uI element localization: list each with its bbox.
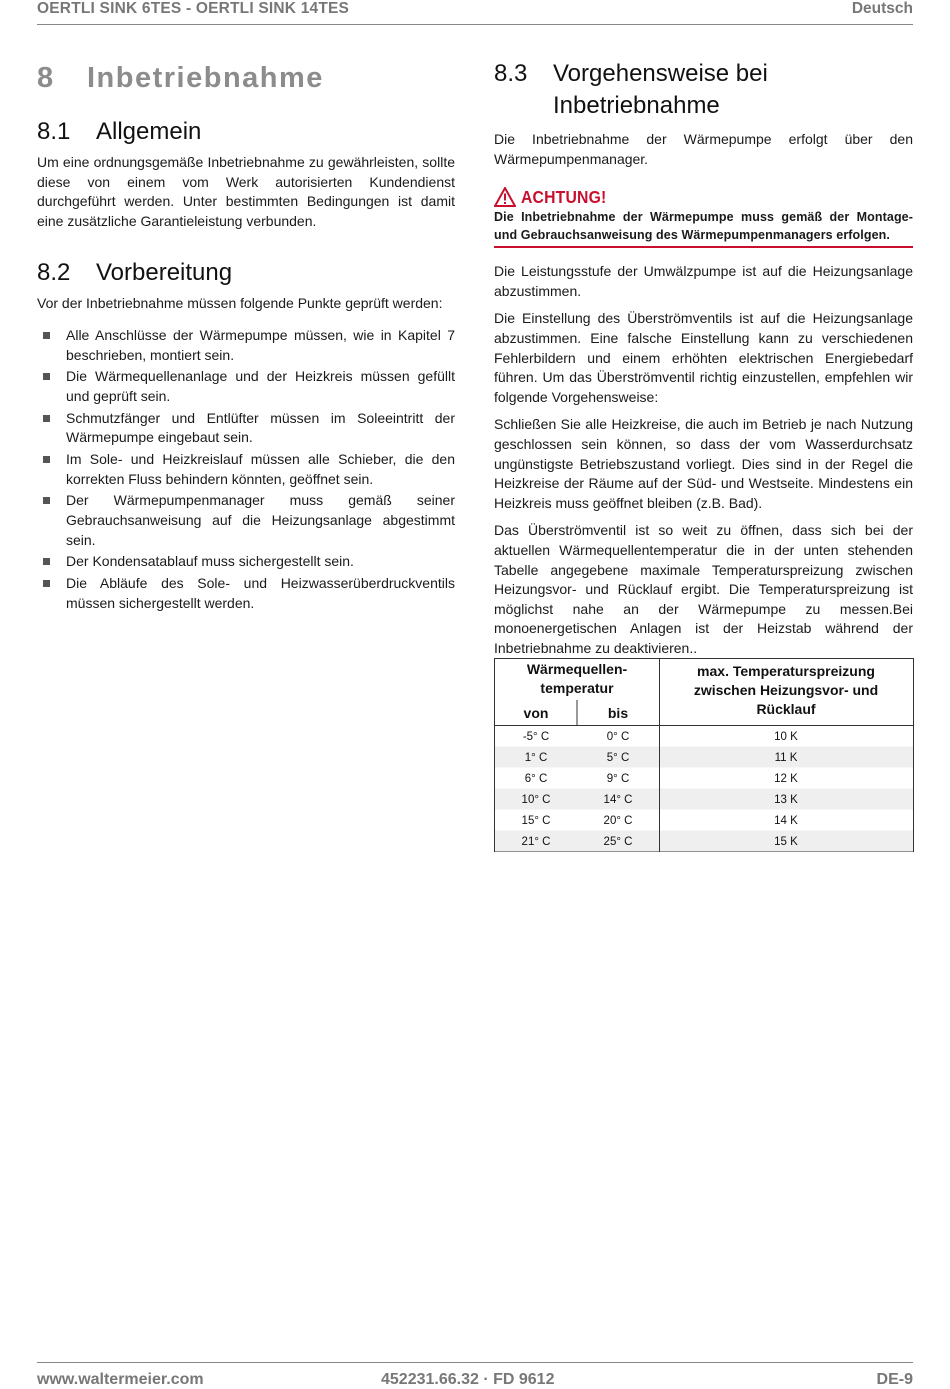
list-item: Alle Anschlüsse der Wärmepumpe müssen, wie in Kapitel 7 beschrieben, montiert sein. xyxy=(37,326,455,365)
header-spread-line3: Rücklauf xyxy=(756,701,816,717)
footer-page-number: DE-9 xyxy=(876,1371,913,1388)
cell-to: 14° C xyxy=(603,794,633,806)
language-label: Deutsch xyxy=(851,0,913,17)
left-column xyxy=(37,58,455,616)
cell-spread: 14 K xyxy=(774,815,798,827)
header-spread-line1: max. Temperaturspreizung xyxy=(697,663,875,679)
table-row-background xyxy=(495,747,913,768)
header-from: von xyxy=(523,705,549,721)
footer-document-number: 452231.66.32 · FD 9612 xyxy=(381,1371,555,1388)
paragraph-temperaturspreizung: Das Überströmventil ist so weit zu öffnen, dass sich bei der aktuellen Wärmequellentemperatur die in der unten stehenden Tabelle angegebene maximale Temperaturspreizung zwischen Heizungsvor- und Rücklauf ergibt. Die Temperaturspreizung ist möglichst nahe an der Wärmepumpe zu messen.Bei monoenergetischen Anlagen ist der Heizstab während der Inbetriebnahme zu deaktivieren.. xyxy=(494,522,913,656)
page-header xyxy=(37,0,913,25)
footer-website: www.waltermeier.com xyxy=(37,1371,204,1388)
cell-spread: 10 K xyxy=(774,731,798,743)
section-number: 8.3 xyxy=(494,60,528,87)
paragraph-vorgehensweise-intro: Die Inbetriebnahme der Wärmepumpe erfolgt über den Wärmepumpenmanager. xyxy=(494,131,913,167)
section-number: 8.1 xyxy=(37,118,71,145)
cell-from: 21° C xyxy=(521,836,551,848)
cell-to: 20° C xyxy=(603,815,633,827)
paragraph-allgemein: Um eine ordnungsgemäße Inbetriebnahme zu gewährleisten, sollte diese von einem vom Werk autorisierten Kundendienst durchgeführt werden. Unter bestimmten Bedingungen ist damit eine zusätzliche Garantieleistung verbunden. xyxy=(37,154,455,229)
section-title: Allgemein xyxy=(96,118,202,145)
temperature-spread-table xyxy=(494,658,915,853)
cell-to: 0° C xyxy=(606,731,630,743)
paragraph-umwaelzpumpe: Die Leistungsstufe der Umwälzpumpe ist auf die Heizungsanlage abzustimmen. xyxy=(494,263,913,299)
list-item: Die Wärmequellenanlage und der Heizkreis müssen gefüllt und geprüft sein. xyxy=(37,367,455,406)
paragraph-vorbereitung-intro: Vor der Inbetriebnahme müssen folgende Punkte geprüft werden: xyxy=(37,295,443,312)
list-item: Die Abläufe des Sole- und Heizwasserüberdruckventils müssen sichergestellt werden. xyxy=(37,574,455,613)
checklist xyxy=(37,326,455,613)
chapter-title: Inbetriebnahme xyxy=(87,62,324,94)
header-to: bis xyxy=(607,705,629,721)
section-heading-8-3 xyxy=(494,58,913,122)
header-source-line1: Wärmequellen- xyxy=(526,661,628,677)
header-spread-line2: zwischen Heizungsvor- und xyxy=(693,682,879,698)
list-item: Der Wärmepumpenmanager muss gemäß seiner Gebrauchsanweisung auf die Heizungsanlage abgestimmt sein. xyxy=(37,491,455,550)
document-title: OERTLI SINK 6TES - OERTLI SINK 14TES xyxy=(37,0,350,17)
section-heading-8-1 xyxy=(37,116,455,148)
warning-box xyxy=(494,186,913,248)
cell-from: -5° C xyxy=(522,731,550,743)
cell-to: 25° C xyxy=(603,836,633,848)
cell-spread: 13 K xyxy=(774,794,798,806)
cell-spread: 15 K xyxy=(774,836,798,848)
table-row-background xyxy=(495,831,913,852)
chapter-number: 8 xyxy=(37,62,55,94)
cell-spread: 11 K xyxy=(774,752,798,764)
header-source-line2: temperatur xyxy=(540,680,614,696)
list-item: Der Kondensatablauf muss sichergestellt sein. xyxy=(37,552,455,572)
cell-to: 9° C xyxy=(606,773,630,785)
warning-label: ACHTUNG! xyxy=(521,186,607,207)
warning-triangle-icon xyxy=(494,187,516,207)
right-column xyxy=(494,58,913,658)
cell-spread: 12 K xyxy=(774,773,798,785)
paragraph-ueberstroemventil: Die Einstellung des Überströmventils ist auf die Heizungsanlage abzustimmen. Eine falsche Einstellung kann zu verschiedenen Fehlerbildern und einem erhöhten elektrischen Energiebedarf führen. Um das Überströmventil richtig einzustellen, empfehlen wir folgende Vorgehensweise: xyxy=(494,310,913,405)
warning-header xyxy=(494,186,913,208)
section-number: 8.2 xyxy=(37,259,71,287)
list-item: Im Sole- und Heizkreislauf müssen alle Schieber, die den korrekten Fluss behindern könnten, geöffnet sein. xyxy=(37,450,455,489)
list-item: Schmutzfänger und Entlüfter müssen im Soleeintritt der Wärmepumpe eingebaut sein. xyxy=(37,409,455,448)
page-footer xyxy=(37,1362,913,1387)
warning-text: Die Inbetriebnahme der Wärmepumpe muss gemäß der Montage- und Gebrauchsanweisung des Wärmepumpenmanagers erfolgen. xyxy=(494,210,913,242)
cell-from: 6° C xyxy=(524,773,548,785)
cell-from: 15° C xyxy=(521,815,551,827)
cell-to: 5° C xyxy=(606,752,630,764)
cell-from: 10° C xyxy=(521,794,551,806)
section-title: Vorbereitung xyxy=(96,259,233,287)
section-title: Vorgehensweise bei Inbetriebnahme xyxy=(553,60,768,119)
paragraph-heizkreise: Schließen Sie alle Heizkreise, die auch im Betrieb je nach Nutzung geschlossen sein können, so dass der vom Wasserdurchsatz ungünstigste Betriebszustand vorliegt. Dies sind in der Regel die Heizkreise der Räume auf der Süd- und Westseite. Mindestens ein Heizkreis muss geöffnet bleiben (z.B. Bad). xyxy=(494,416,913,511)
section-heading-8-2 xyxy=(37,257,455,289)
cell-from: 1° C xyxy=(524,752,548,764)
chapter-heading xyxy=(37,58,455,98)
table-row-background xyxy=(495,789,913,810)
